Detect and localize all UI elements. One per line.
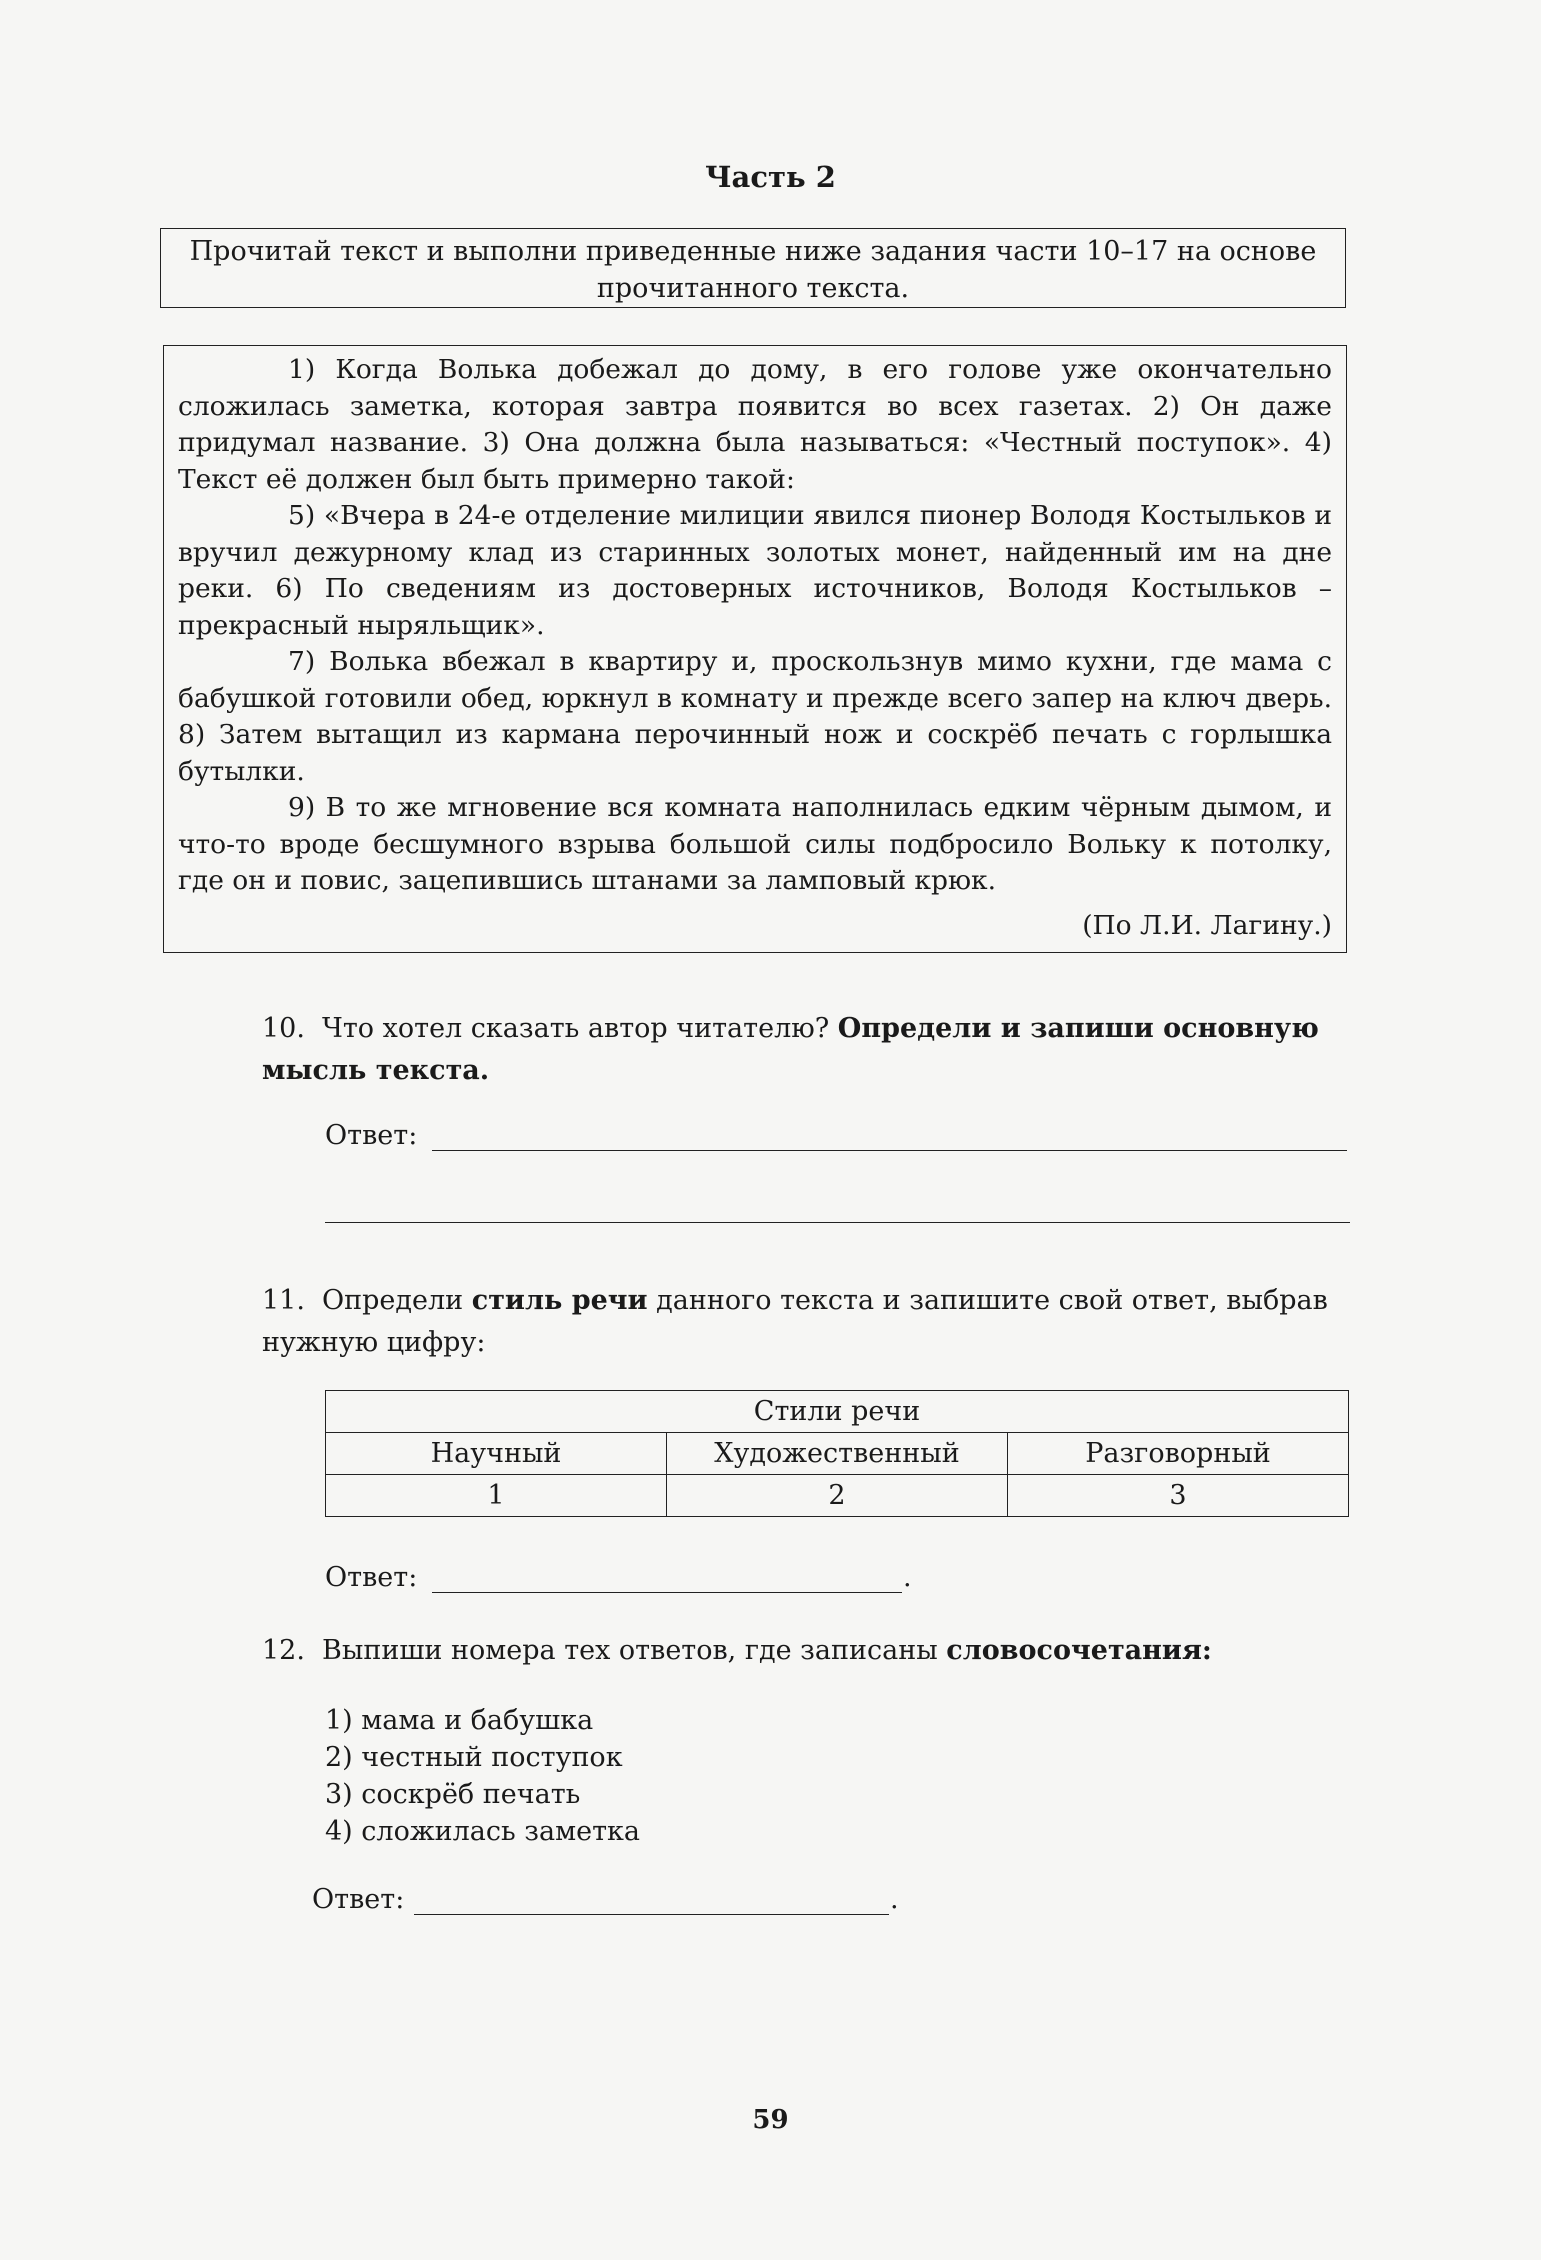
- question-text: Определи: [322, 1285, 464, 1316]
- question-12: [262, 1630, 1352, 1672]
- speech-styles-table: [325, 1390, 1349, 1517]
- answer-label: Ответ:: [325, 1562, 418, 1593]
- answer-line[interactable]: [432, 1150, 1347, 1151]
- passage-paragraph: 7) Волька вбежал в квартиру и, проскользнув мимо кухни, где мама с бабушкой готовили обед, юркнул в комнату и прежде всего запер на ключ дверь. 8) Затем вытащил из кармана перочинный нож и соскрёб печать с горлышка бутылки.: [178, 646, 1332, 787]
- question-10: [262, 1008, 1352, 1092]
- table-cell: 3: [1008, 1475, 1349, 1517]
- table-cell: Научный: [326, 1433, 667, 1475]
- question-text: Выпиши номера тех ответов, где записаны: [322, 1635, 938, 1666]
- question-11: [262, 1280, 1352, 1364]
- part-title: Часть 2: [705, 160, 836, 194]
- instruction-box: Прочитай текст и выполни приведенные ниже задания части 10–17 на основе прочитанного текста.: [160, 228, 1346, 308]
- question-task: Определи и запиши основную мысль текста.: [262, 1013, 1319, 1086]
- answer-period: .: [903, 1562, 912, 1593]
- question-text: Что хотел сказать автор читателю?: [322, 1013, 830, 1044]
- table-cell: Разговорный: [1008, 1433, 1349, 1475]
- question-number: 12.: [262, 1635, 305, 1666]
- list-item: 4) сложилась заметка: [325, 1816, 641, 1847]
- question-keyword: словосочетания:: [946, 1635, 1212, 1666]
- table-cell: Художественный: [667, 1433, 1008, 1475]
- question-number: 11.: [262, 1285, 305, 1316]
- passage-source: (По Л.И. Лагину.): [1082, 909, 1332, 941]
- answer-label: Ответ:: [312, 1884, 405, 1915]
- list-item: 1) мама и бабушка: [325, 1705, 594, 1736]
- options-list: [325, 1702, 640, 1850]
- answer-line[interactable]: [414, 1914, 889, 1915]
- passage-paragraph: 5) «Вчера в 24-е отделение милиции явился пионер Володя Костыльков и вручил дежурному клад из старинных золотых монет, найденный им на дне реки. 6) По сведениям из достоверных источников, Володя Костыльков – прекрасный ныряльщик».: [178, 500, 1332, 641]
- answer-line[interactable]: [432, 1592, 902, 1593]
- question-keyword: стиль речи: [471, 1285, 648, 1316]
- passage-paragraph: 9) В то же мгновение вся комната наполнилась едким чёрным дымом, и что-то вроде бесшумного взрыва большой силы подбросило Вольку к потолку, где он и повис, зацепившись штанами за ламповый крюк.: [178, 792, 1332, 896]
- answer-line[interactable]: [325, 1222, 1350, 1223]
- answer-period: .: [890, 1884, 899, 1915]
- page-number: 59: [752, 2105, 789, 2135]
- table-cell: 2: [667, 1475, 1008, 1517]
- passage-box: [163, 345, 1347, 953]
- list-item: 3) соскрёб печать: [325, 1779, 581, 1810]
- answer-label: Ответ:: [325, 1120, 418, 1151]
- passage-paragraph: 1) Когда Волька добежал до дому, в его голове уже окончательно сложилась заметка, которая завтра появится во всех газетах. 2) Он даже придумал название. 3) Она должна была называться: «Честный поступок». 4) Текст её должен был быть примерно такой:: [178, 354, 1332, 495]
- table-header: Стили речи: [326, 1391, 1349, 1433]
- list-item: 2) честный поступок: [325, 1742, 623, 1773]
- question-number: 10.: [262, 1013, 305, 1044]
- question-text: данного текста и запишите свой ответ, выбрав нужную цифру:: [262, 1285, 1328, 1358]
- table-cell: 1: [326, 1475, 667, 1517]
